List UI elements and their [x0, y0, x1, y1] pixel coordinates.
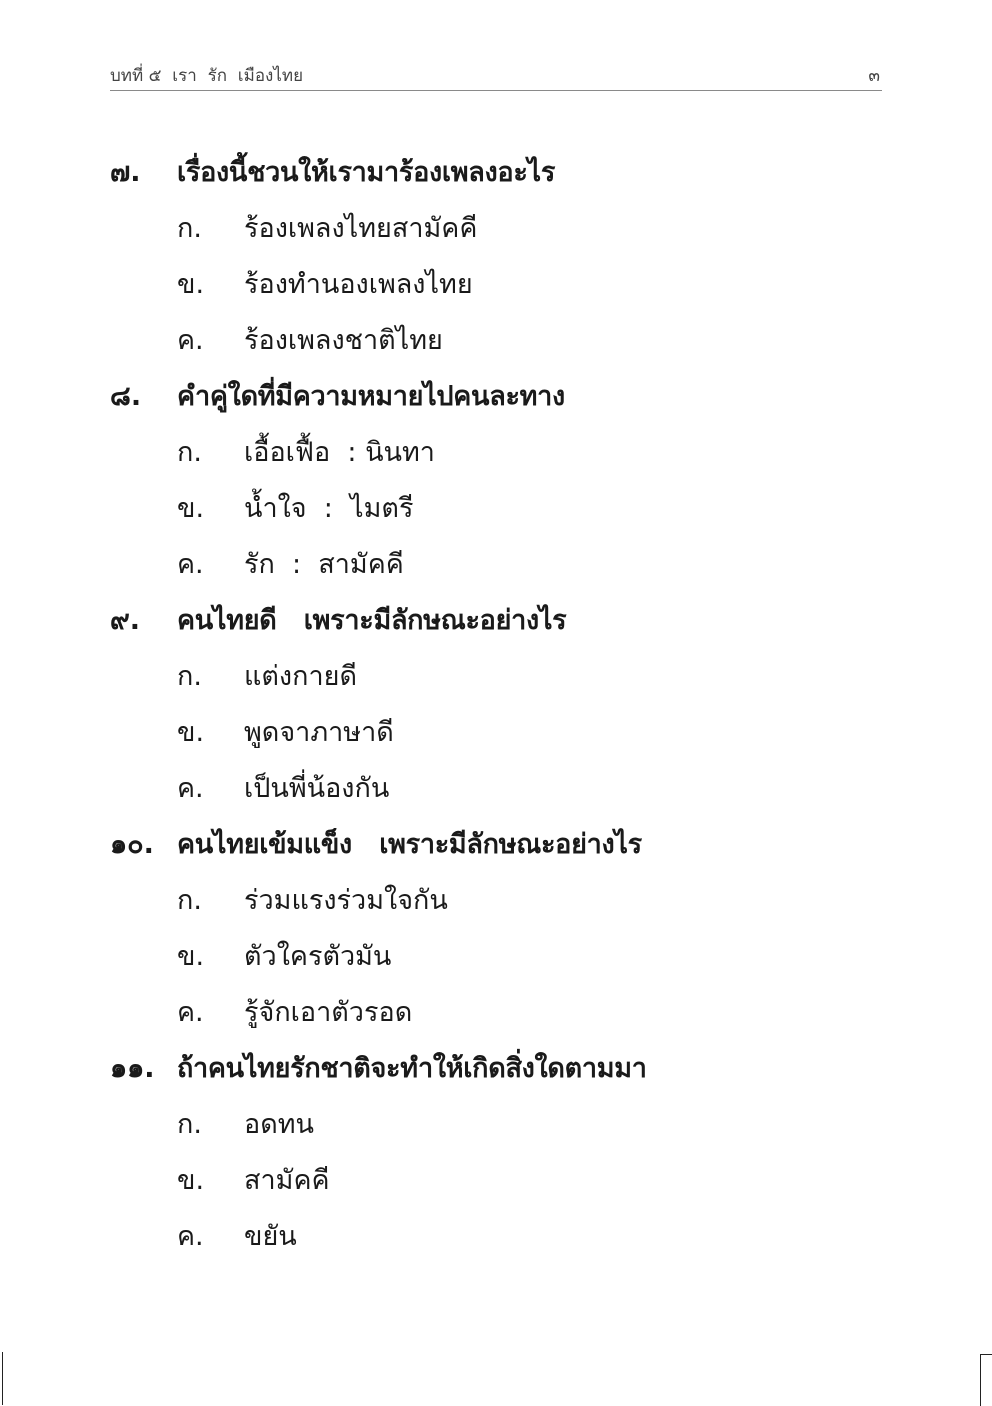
- option-text: ขยัน: [244, 1221, 297, 1252]
- question-text: คนไทยดี เพราะมีลักษณะอย่างไร: [177, 605, 567, 636]
- option-text: ตัวใครตัวมัน: [244, 941, 392, 972]
- option-text: ร้องเพลงไทยสามัคคี: [244, 213, 478, 244]
- crop-mark-right: [980, 1354, 992, 1406]
- question-text: คนไทยเข้มแข็ง เพราะมีลักษณะอย่างไร: [177, 829, 642, 860]
- option-item: [0, 990, 992, 1030]
- option-label: ข.: [177, 717, 205, 748]
- option-item: [0, 318, 992, 358]
- option-item: [0, 934, 992, 974]
- option-text: เป็นพี่น้องกัน: [244, 773, 390, 804]
- option-item: [0, 766, 992, 806]
- question-number: ๗.: [110, 157, 141, 188]
- option-text: น้ำใจ : ไมตรี: [244, 493, 414, 524]
- option-label: ค.: [177, 325, 204, 356]
- question-number: ๑๐.: [110, 829, 154, 860]
- option-item: [0, 206, 992, 246]
- option-text: สามัคคี: [244, 1165, 330, 1196]
- option-label: ก.: [177, 1109, 202, 1140]
- option-item: [0, 1158, 992, 1198]
- option-text: เอื้อเฟื้อ : นินทา: [244, 437, 435, 468]
- page-header: [110, 62, 882, 91]
- option-label: ข.: [177, 941, 205, 972]
- option-label: ข.: [177, 493, 205, 524]
- option-label: ข.: [177, 269, 205, 300]
- option-item: [0, 878, 992, 918]
- option-text: รู้จักเอาตัวรอด: [244, 997, 413, 1028]
- question-text: เรื่องนี้ชวนให้เรามาร้องเพลงอะไร: [177, 157, 556, 188]
- option-label: ค.: [177, 773, 204, 804]
- option-label: ก.: [177, 661, 202, 692]
- option-label: ก.: [177, 213, 202, 244]
- option-item: [0, 542, 992, 582]
- question-text: ถ้าคนไทยรักชาติจะทำให้เกิดสิ่งใดตามมา: [177, 1053, 647, 1084]
- option-item: [0, 1214, 992, 1254]
- option-text: อดทน: [244, 1109, 315, 1140]
- option-text: ร้องเพลงชาติไทย: [244, 325, 443, 356]
- option-label: ข.: [177, 1165, 205, 1196]
- crop-mark-left: [2, 1352, 3, 1405]
- option-item: [0, 710, 992, 750]
- option-label: ค.: [177, 997, 204, 1028]
- option-label: ค.: [177, 1221, 204, 1252]
- question-number: ๙.: [110, 605, 141, 636]
- page-number: ๓: [868, 66, 880, 86]
- question-number: ๑๑.: [110, 1053, 155, 1084]
- option-text: พูดจาภาษาดี: [244, 717, 394, 748]
- question-number: ๘.: [110, 381, 142, 412]
- option-item: [0, 654, 992, 694]
- option-item: [0, 486, 992, 526]
- option-label: ก.: [177, 437, 202, 468]
- chapter-title: บทที่ ๕ เรา รัก เมืองไทย: [110, 66, 304, 86]
- option-item: [0, 430, 992, 470]
- option-label: ก.: [177, 885, 202, 916]
- question-text: คำคู่ใดที่มีความหมายไปคนละทาง: [177, 381, 565, 412]
- option-text: รัก : สามัคคี: [244, 549, 404, 580]
- option-label: ค.: [177, 549, 204, 580]
- option-item: [0, 262, 992, 302]
- option-text: แต่งกายดี: [244, 661, 357, 692]
- option-text: ร้องทำนองเพลงไทย: [244, 269, 473, 300]
- option-text: ร่วมแรงร่วมใจกัน: [244, 885, 448, 916]
- option-item: [0, 1102, 992, 1142]
